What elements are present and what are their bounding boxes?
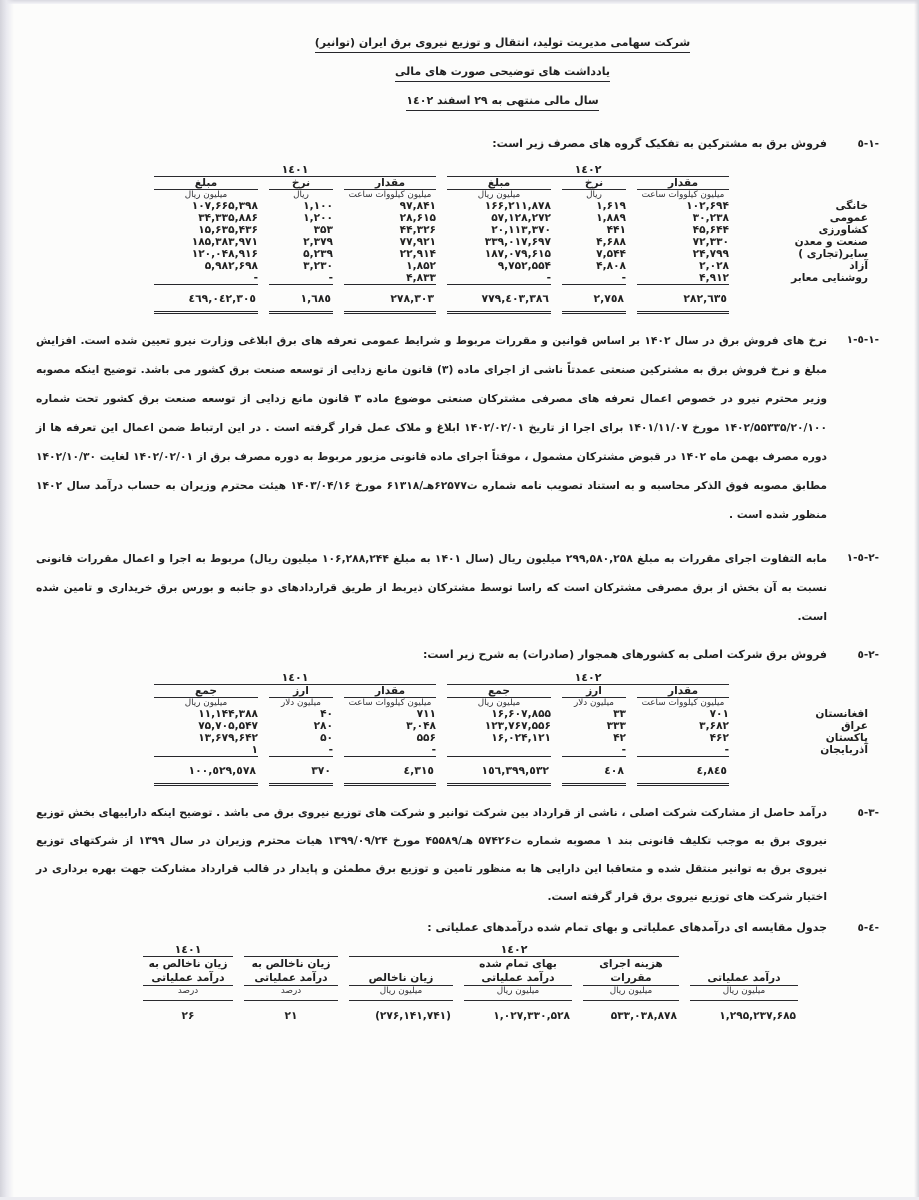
col-qty-1401: مقدار bbox=[344, 177, 436, 190]
year-1402-label: ١٤٠٢ bbox=[447, 163, 729, 177]
cell-value: ۱,۶۱۹ bbox=[596, 200, 626, 212]
unit-mrial: میلیون ریال bbox=[464, 986, 572, 1001]
cell-value: ۱,۱۰۰ bbox=[303, 200, 333, 212]
fiscal-year-line: سال مالی منتهی به ۲۹ اسفند ١٤٠٢ bbox=[406, 94, 598, 111]
section-5-4-title: جدول مقایسه ای درآمدهای عملیاتی و بهای تمام شده درآمدهای عملیاتی : bbox=[427, 921, 827, 934]
col-operating-revenue: درآمد عملیاتی bbox=[690, 957, 798, 986]
cell-value: ۱۶۶,۲۱۱,۸۷۸ bbox=[484, 200, 551, 212]
cell-value: ۳۴,۳۳۵,۸۸۶ bbox=[198, 212, 258, 224]
col-gross-loss: زیان ناخالص bbox=[349, 957, 453, 986]
year-1401-label: ١٤٠١ bbox=[154, 671, 436, 685]
cell-value: ۵,۲۳۹ bbox=[303, 248, 333, 260]
cell-value: (۲۷۶,۱۴۱,۷۴۱) bbox=[375, 1010, 451, 1022]
cell-value: ۳۳ bbox=[613, 708, 626, 720]
cell-value: ۲۰,۱۱۳,۳۷۰ bbox=[491, 224, 551, 236]
column-header-row bbox=[143, 957, 798, 986]
cell-value: ۲۸۰ bbox=[313, 720, 333, 732]
total-value: ٧٧٩,٤٠٣,٣٨٦ bbox=[447, 284, 551, 314]
col-rate-1401: نرخ bbox=[269, 177, 333, 190]
table-row bbox=[154, 744, 868, 756]
unit-percent: درصد bbox=[244, 986, 338, 1001]
cell-value bbox=[447, 744, 551, 756]
cell-value: ۷۵,۷۰۵,۵۴۷ bbox=[198, 720, 258, 732]
cell-value: ۷۱۱ bbox=[416, 708, 436, 720]
cell-value: ۴,۹۱۲ bbox=[699, 272, 729, 284]
cell-value: ۳,۶۸۲ bbox=[699, 720, 729, 732]
col-loss-ratio-1402: زیان ناخالص به درآمد عملیاتی bbox=[244, 957, 338, 986]
table-row bbox=[154, 272, 868, 284]
col-qty-1402: مقدار bbox=[637, 177, 729, 190]
section-5-1-number: ١-٥- bbox=[857, 138, 879, 150]
table-row bbox=[143, 1001, 798, 1030]
table-row bbox=[154, 200, 868, 212]
cell-value: ۴۴۱ bbox=[606, 224, 626, 236]
cell-value: ۱,۲۰۰ bbox=[303, 212, 333, 224]
row-label: خانگی bbox=[835, 200, 868, 212]
col-cost-of-revenue: بهای تمام شده درآمد عملیاتی bbox=[464, 957, 572, 986]
cell-value: ۱۰۲,۶۹۴ bbox=[686, 200, 729, 212]
note-5-1-1-text: نرخ های فروش برق در سال ۱۴۰۲ بر اساس قوانین و مقررات مربوط و شرایط عمومی تعرفه های برق ابلاغی وزارت نیرو تعیین شده است. افزایش مبلغ و نرخ فروش برق به مشترکین صنعتی عمدتاً ناشی از اجرای ماده (۳) قانون مانع زدایی از توسعه صنعت برق کشور می باشد. توضیح اینکه مصوبه وزیر محترم نیرو در خصوص اعمال تعرفه های مصرفی مشترکان صنعتی موضوع ماده ۳ قانون مانع زدایی از توسعه صنعت برق کشور تحت شماره ۱۴۰۲/۵۵۳۳۵/۲۰/۱۰۰ مورخ ۱۴۰۱/۱۱/۰۷ برای اجرا از تاریخ ۱۴۰۲/۰۲/۰۱ ابلاغ و ملاک عمل قرار گرفته است . در این ارتباط ضمن اعمال این تعرفه ها از دوره مصرف بهمن ماه ۱۴۰۲ در قبوض مشترکان مشمول ، موقتاً اجرای ماده قانونی مزبور مربوط به دوره مصرف برق از ۱۴۰۲/۰۲/۰۱ لغایت ۱۴۰۲/۱۰/۳۰ مطابق مصوبه فوق الذکر محاسبه و به استناد تصویب نامه شماره ⁦۶۱۳۱۸/ت۶۲۵۷۷هـ⁩ مورخ ۱۴۰۳/۰۴/۱۶ هیئت محترم وزیران به حساب درآمد سال ۱۴۰۲ منظور شده است . bbox=[36, 334, 828, 521]
cell-value: - bbox=[431, 744, 436, 756]
note-5-3 bbox=[36, 799, 879, 911]
cell-value: ۲,۳۷۹ bbox=[303, 236, 333, 248]
unit-mrial: میلیون ریال bbox=[349, 986, 453, 1001]
section-5-2-number: ٢-٥- bbox=[857, 649, 879, 661]
cell-value: ۴,۸۰۸ bbox=[596, 260, 626, 272]
col-amount-1401: مبلغ bbox=[154, 177, 258, 190]
total-value: ١,٦٨٥ bbox=[269, 284, 333, 314]
section-5-3-number: ٣-٥- bbox=[857, 807, 879, 819]
col-amount-1402: مبلغ bbox=[447, 177, 551, 190]
cell-value: ۴۰ bbox=[320, 708, 333, 720]
note-5-3-text: درآمد حاصل از مشارکت شرکت اصلی ، ناشی از قرارداد بین شرکت توانیر و شرکت های توزیع نیروی برق می باشد . توضیح اینکه داراییهای بخش توزیع نیروی برق به موجب تکلیف قانونی بند ۱ مصوبه شماره ⁦۴۵۵۸۹/ت۵۷۴۲۶ هـ⁩ مورخ ۱۳۹۹/۰۹/۲۴ هیات محترم وزیران در سال ۱۳۹۹ از شرکتهای توزیع نیروی برق به توانیر منتقل شده و متعاقبا این دارایی ها به منظور تامین و توزیع برق مطمئن و پایدار در قالب قرارداد مشارکت جهت بهره برداری در اختیار شرکت های توزیع نیروی برق قرار گرفته است. bbox=[36, 806, 827, 903]
row-label: عراق bbox=[841, 720, 868, 732]
col-qty-1401: مقدار bbox=[344, 685, 436, 698]
section-5-1-heading bbox=[36, 137, 879, 150]
totals-row bbox=[154, 756, 868, 786]
cell-value: - bbox=[724, 744, 729, 756]
unit-kwh: میلیون کیلووات ساعت bbox=[348, 190, 432, 200]
section-5-1-2-number: ٢-٥-١- bbox=[846, 552, 879, 564]
cell-value: ۴۵,۶۴۴ bbox=[692, 224, 729, 236]
unit-usd: میلیون دلار bbox=[574, 698, 614, 708]
year-header-row bbox=[154, 671, 868, 685]
cell-value: ۲۴,۷۹۹ bbox=[692, 248, 729, 260]
unit-rial: ریال bbox=[586, 190, 602, 200]
year-1402-ratio-spacer bbox=[244, 943, 338, 957]
year-1401-label: ١٤٠١ bbox=[154, 163, 436, 177]
table-row bbox=[154, 212, 868, 224]
cell-value: ۲۸,۶۱۵ bbox=[399, 212, 436, 224]
year-header-row bbox=[143, 943, 798, 957]
cell-value: ۴۲ bbox=[613, 732, 626, 744]
document-header bbox=[196, 34, 809, 111]
column-header-row bbox=[154, 685, 868, 698]
notes-title: یادداشت های توضیحی صورت های مالی bbox=[395, 65, 610, 82]
row-label: عمومی bbox=[829, 212, 868, 224]
cell-value: ۲۱ bbox=[284, 1010, 298, 1022]
total-value: ٤٦٩,٠٤٢,٣٠٥ bbox=[154, 284, 258, 314]
cell-value: ۱ bbox=[251, 744, 258, 756]
cell-value: ۴,۸۳۳ bbox=[406, 272, 436, 284]
cell-value: ۱۱,۱۴۴,۳۸۸ bbox=[198, 708, 258, 720]
row-label: سایر(تجاری ) bbox=[798, 248, 868, 260]
cell-value: - bbox=[621, 272, 626, 284]
operating-revenue-comparison-table bbox=[132, 943, 809, 1030]
cell-value: ۱۳,۶۷۹,۶۴۲ bbox=[198, 732, 258, 744]
section-5-4-heading bbox=[36, 921, 879, 934]
cell-value: ۴۶۲ bbox=[709, 732, 729, 744]
cell-value: ۱۸۵,۳۸۳,۹۷۱ bbox=[191, 236, 258, 248]
total-value: ٣٧٠ bbox=[269, 756, 333, 786]
unit-header-row bbox=[143, 986, 798, 1001]
row-label: کشاورزی bbox=[818, 224, 868, 236]
cell-value: ۱,۸۵۲ bbox=[406, 260, 436, 272]
total-value: ١٥٦,٣٩٩,٥٣٢ bbox=[447, 756, 551, 786]
cell-value: ۵۰ bbox=[320, 732, 333, 744]
col-rate-1402: نرخ bbox=[562, 177, 626, 190]
cell-value: ۱۲۳,۷۶۷,۵۵۶ bbox=[484, 720, 551, 732]
cell-value: ۲,۰۲۸ bbox=[699, 260, 729, 272]
column-header-row bbox=[154, 177, 868, 190]
unit-header-row bbox=[154, 698, 868, 708]
total-value: ٤٠٨ bbox=[562, 756, 626, 786]
cell-value: ۲۶ bbox=[181, 1010, 195, 1022]
exports-by-country-table bbox=[143, 671, 879, 786]
unit-mrial: میلیون ریال bbox=[477, 698, 521, 708]
col-currency-1402: ارز bbox=[562, 685, 626, 698]
unit-percent: درصد bbox=[143, 986, 233, 1001]
cell-value: ۷۲,۳۳۰ bbox=[692, 236, 729, 248]
col-regulation-cost: هزینه اجرای مقررات bbox=[583, 957, 679, 986]
table-row bbox=[154, 236, 868, 248]
unit-kwh: میلیون کیلووات ساعت bbox=[348, 698, 432, 708]
cell-value: ۷۰۱ bbox=[709, 708, 729, 720]
cell-value: ۱۸۷,۰۷۹,۶۱۵ bbox=[484, 248, 551, 260]
section-5-1-1-number: ١-٥-١- bbox=[846, 334, 879, 346]
sales-by-consumer-group-table bbox=[143, 163, 879, 314]
cell-value: ۷,۵۴۴ bbox=[596, 248, 626, 260]
cell-value: ۱۶,۰۲۴,۱۲۱ bbox=[491, 732, 551, 744]
cell-value: ۴۴,۳۲۶ bbox=[399, 224, 436, 236]
cell-value: ۱۶,۶۰۷,۸۵۵ bbox=[491, 708, 551, 720]
cell-value: - bbox=[253, 272, 258, 284]
year-1402-label: ١٤٠٢ bbox=[447, 671, 729, 685]
cell-value: ۳۳۹,۰۱۷,۶۹۷ bbox=[484, 236, 551, 248]
total-value: ٤,٣١٥ bbox=[344, 756, 436, 786]
cell-value: ۱,۰۲۷,۳۳۰,۵۲۸ bbox=[493, 1010, 570, 1022]
unit-mrial: میلیون ریال bbox=[690, 986, 798, 1001]
note-5-1-2 bbox=[36, 544, 879, 631]
row-label: صنعت و معدن bbox=[794, 236, 868, 248]
col-currency-1401: ارز bbox=[269, 685, 333, 698]
row-label: آذربایجان bbox=[820, 744, 868, 756]
cell-value: - bbox=[328, 272, 333, 284]
total-value: ٢٧٨,٣٠٣ bbox=[344, 284, 436, 314]
table-row bbox=[154, 720, 868, 732]
cell-value: ۵,۹۸۲,۶۹۸ bbox=[204, 260, 258, 272]
total-value: ٢,٧٥٨ bbox=[562, 284, 626, 314]
cell-value: ۳۳۳ bbox=[606, 720, 626, 732]
table-row bbox=[154, 260, 868, 272]
note-5-1-1 bbox=[36, 326, 879, 529]
note-5-1-2-text: مابه التفاوت اجرای مقررات به مبلغ ۲۹۹,۵۸۰,۲۵۸ میلیون ریال (سال ۱۴۰۱ به مبلغ ۱۰۶,۲۸۸,۲۴۴ میلیون ریال) مربوط به اجرا و اعمال مقررات قانونی نسبت به آن بخش از برق مصرفی مشترکان است که راسا توسط مشترکان ذیربط از طریق قراردادهای دو جانبه و بورس برق خریداری و تامین شده است. bbox=[36, 552, 827, 623]
cell-value: ۷۷,۹۲۱ bbox=[399, 236, 436, 248]
table-row bbox=[154, 708, 868, 720]
year-header-row bbox=[154, 163, 868, 177]
section-5-2-heading bbox=[36, 648, 879, 661]
total-value: ٤,٨٤٥ bbox=[637, 756, 729, 786]
cell-value: ۵۳۳,۰۳۸,۸۷۸ bbox=[610, 1010, 677, 1022]
cell-value: - bbox=[621, 744, 626, 756]
unit-header-row bbox=[154, 190, 868, 200]
section-5-2-title: فروش برق شرکت اصلی به کشورهای همجوار (صادرات) به شرح زیر است: bbox=[422, 648, 827, 661]
cell-value: ۴,۶۸۸ bbox=[596, 236, 626, 248]
cell-value: ۹۷,۸۴۱ bbox=[399, 200, 436, 212]
cell-value: ۵۵۶ bbox=[416, 732, 436, 744]
unit-kwh: میلیون کیلووات ساعت bbox=[641, 190, 725, 200]
total-value: ١٠٠,٥٢٩,٥٧٨ bbox=[154, 756, 258, 786]
cell-value: ۲۲,۹۱۴ bbox=[399, 248, 436, 260]
col-loss-ratio-1401: زیان ناخالص به درآمد عملیاتی bbox=[143, 957, 233, 986]
unit-mrial: میلیون ریال bbox=[583, 986, 679, 1001]
col-sum-1402: جمع bbox=[447, 685, 551, 698]
year-1401-label: ١٤٠١ bbox=[143, 943, 233, 957]
company-name: شرکت سهامی مدیریت تولید، انتقال و توزیع نیروی برق ایران (توانیر) bbox=[315, 36, 690, 53]
row-label: افغانستان bbox=[815, 708, 868, 720]
col-qty-1402: مقدار bbox=[637, 685, 729, 698]
cell-value: ۹,۷۵۲,۵۵۴ bbox=[497, 260, 551, 272]
cell-value: ۵۷,۱۲۸,۲۷۲ bbox=[491, 212, 551, 224]
cell-value: ۳۰,۲۳۸ bbox=[692, 212, 729, 224]
totals-row bbox=[154, 284, 868, 314]
row-label: آزاد bbox=[849, 260, 868, 272]
cell-value: ۱,۲۹۵,۲۳۷,۶۸۵ bbox=[719, 1010, 796, 1022]
row-label: پاکستان bbox=[825, 732, 868, 744]
unit-mrial: میلیون ریال bbox=[184, 190, 228, 200]
cell-value: ۱۲۰,۰۴۸,۹۱۶ bbox=[191, 248, 258, 260]
unit-kwh: میلیون کیلووات ساعت bbox=[641, 698, 725, 708]
unit-usd: میلیون دلار bbox=[281, 698, 321, 708]
year-1402-label: ١٤٠٢ bbox=[349, 943, 679, 957]
section-5-1-title: فروش برق به مشترکین به تفکیک گروه های مصرف زیر است: bbox=[492, 137, 827, 150]
cell-value: ۳,۰۴۸ bbox=[406, 720, 436, 732]
table-row bbox=[154, 248, 868, 260]
col-sum-1401: جمع bbox=[154, 685, 258, 698]
section-5-4-number: ٤-٥- bbox=[857, 922, 879, 934]
cell-value: ۱۵,۶۳۵,۴۳۶ bbox=[198, 224, 258, 236]
cell-value: - bbox=[546, 272, 551, 284]
total-value: ٢٨٢,٦٣٥ bbox=[637, 284, 729, 314]
row-label: روشنایی معابر bbox=[791, 272, 868, 284]
cell-value: ۳۵۳ bbox=[313, 224, 333, 236]
cell-value: - bbox=[328, 744, 333, 756]
unit-mrial: میلیون ریال bbox=[184, 698, 228, 708]
table-row bbox=[154, 732, 868, 744]
unit-rial: ریال bbox=[293, 190, 309, 200]
table-row bbox=[154, 224, 868, 236]
cell-value: ۱,۸۸۹ bbox=[596, 212, 626, 224]
cell-value: ۱۰۷,۶۶۵,۳۹۸ bbox=[191, 200, 258, 212]
cell-value: ۳,۲۳۰ bbox=[303, 260, 333, 272]
unit-mrial: میلیون ریال bbox=[477, 190, 521, 200]
